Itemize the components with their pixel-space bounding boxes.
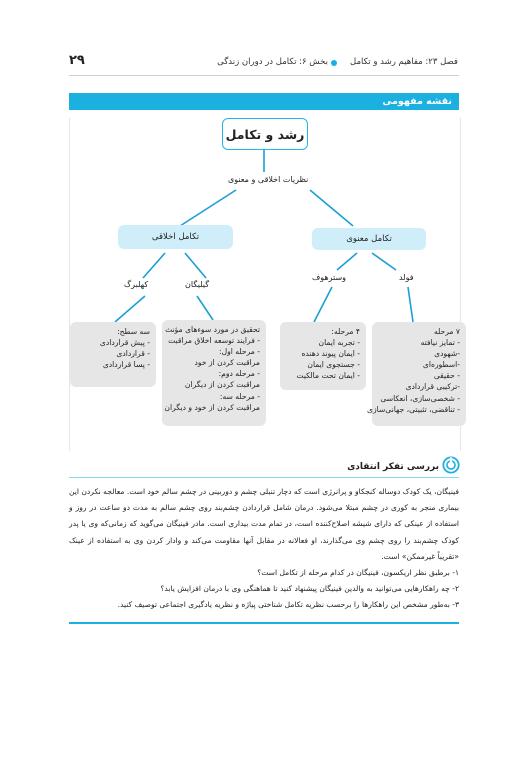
question-2: ۲- چه راهکارهایی می‌توانید به والدین فینیگان پیشنهاد کنید تا هماهنگی وی با درمان افزایش یابد؟ <box>160 584 459 594</box>
kohlberg-item: - پسا قراردادی <box>102 360 150 370</box>
question-1: ۱- برطبق نظر اریکسون، فینیگان در کدام مرحله از تکامل است؟ <box>257 568 459 578</box>
westerhoff-item: - تجربه ایمان <box>318 338 360 348</box>
critical-thinking-icon <box>442 456 460 474</box>
kohlberg-levels-box <box>70 322 156 387</box>
branch-label: نظریات اخلاقی و معنوی <box>228 175 309 184</box>
connector-fowler-to-leaf <box>408 287 413 322</box>
gilligan-item: - فرایند توسعه اخلاق مراقبت <box>168 336 260 346</box>
moral-development-label: تکامل اخلاقی <box>151 232 200 242</box>
question-3: ۳- به‌طور مشخص این راهکارها را برحسب نظریه تکامل شناختی پیاژه و نظریه یادگیری اجتماعی توصیف کنید. <box>117 600 459 610</box>
gilligan-label: گیلیگان <box>185 280 210 289</box>
connector-branch-to-spiritual <box>310 190 353 226</box>
root-node: رشد و تکامل <box>222 118 308 150</box>
westerhoff-item: - جستجوی ایمان <box>307 360 360 370</box>
fowler-item: ۷ مرحله <box>433 327 460 336</box>
westerhoff-label: وسترهوف <box>312 273 347 282</box>
breadcrumb-part-2: فصل ۲۳: مفاهیم رشد و تکامل <box>350 57 458 67</box>
kohlberg-item: - پیش قراردادی <box>99 338 150 348</box>
section-bottom-divider <box>69 622 459 624</box>
connector-kohlberg-to-leaf <box>115 296 145 322</box>
fowler-label: فولد <box>399 273 414 282</box>
page-number: ۲۹ <box>69 53 85 68</box>
gilligan-item: - مرحله اول: <box>219 347 260 357</box>
fowler-stages-box <box>367 322 466 426</box>
kohlberg-item: سه سطح: <box>117 327 150 336</box>
connector-branch-to-moral <box>180 190 236 226</box>
fowler-item: - شخصی‌سازی، انعکاسی <box>380 393 460 403</box>
concept-map-title: نقشه مفهومی <box>382 96 452 107</box>
westerhoff-item: - ایمان پیوند دهنده <box>301 349 360 359</box>
gilligan-item: - مرحله سه: <box>219 391 260 401</box>
fowler-item: -شهودی <box>434 349 460 359</box>
critical-thinking-body <box>69 484 459 614</box>
connector-spiritual-to-fowler <box>372 253 396 270</box>
connector-westerhoff-to-leaf <box>314 287 332 322</box>
kohlberg-item: - قراردادی <box>116 349 150 359</box>
gilligan-item: - مرحله دوم: <box>218 369 260 379</box>
gilligan-stages-box <box>162 320 266 426</box>
gilligan-item: مراقبت کردن از خود و دیگران <box>164 402 260 412</box>
kohlberg-label: کهلبرگ <box>124 280 149 289</box>
critical-thinking-title: بررسی تفکر انتقادی <box>347 462 439 472</box>
connector-moral-to-gilligan <box>185 253 206 278</box>
case-paragraph: فینیگان، یک کودک دوساله کنجکاو و پرانرژی است که دچار تنبلی چشم و دوربینی در چشم سالم خود است. معالجه نکردن این بیماری منجر به کوری در چشم مبتلا می‌شود. درمان شامل قراردادن چشم‌بند روی چشم سالم به مدت دو ساعت در روز و استفاده از عینکی که دارای شیشه اصلاح‌کننده است، در تمام مدت بیداری است. مادر فینیگان می‌گوید که زمانی‌که وی یا پدر کودک چشم‌بند را روی چشم وی می‌گذارند، او فعالانه در مقابل آنها مقاومت می‌کند و وادار کردن وی به استفاده از عینک «تقریباً غیرممکن» است. <box>69 487 459 561</box>
breadcrumb-part-1: بخش ۶: تکامل در دوران زندگی <box>217 57 328 67</box>
fowler-item: -اسطوره‌ای <box>422 360 460 370</box>
connector-moral-to-kohlberg <box>143 253 165 278</box>
critical-thinking-divider <box>69 477 459 478</box>
gilligan-item: مراقبت کردن از دیگران <box>184 380 260 390</box>
spiritual-development-node <box>312 228 426 250</box>
gilligan-item: تحقیق در مورد سوءهای مؤنث <box>165 325 260 334</box>
connector-spiritual-to-westerhoff <box>337 253 357 270</box>
connector-gilligan-to-leaf <box>197 296 213 320</box>
fowler-item: -ترکیبی قراردادی <box>405 382 460 392</box>
westerhoff-stages-box <box>280 322 366 390</box>
westerhoff-item: ۴ مرحله: <box>331 327 360 336</box>
westerhoff-item: - ایمان تحت مالکیت <box>296 371 360 381</box>
fowler-item: - تمایز نیافته <box>420 338 460 348</box>
moral-development-node <box>118 225 233 249</box>
gilligan-item: مراقبت کردن از خود <box>194 358 260 368</box>
fowler-item: - تناقضی، تثبیتی، جهانی‌سازی <box>367 404 460 414</box>
spiritual-development-label: تکامل معنوی <box>346 234 392 244</box>
fowler-item: - حقیقی <box>433 371 460 381</box>
